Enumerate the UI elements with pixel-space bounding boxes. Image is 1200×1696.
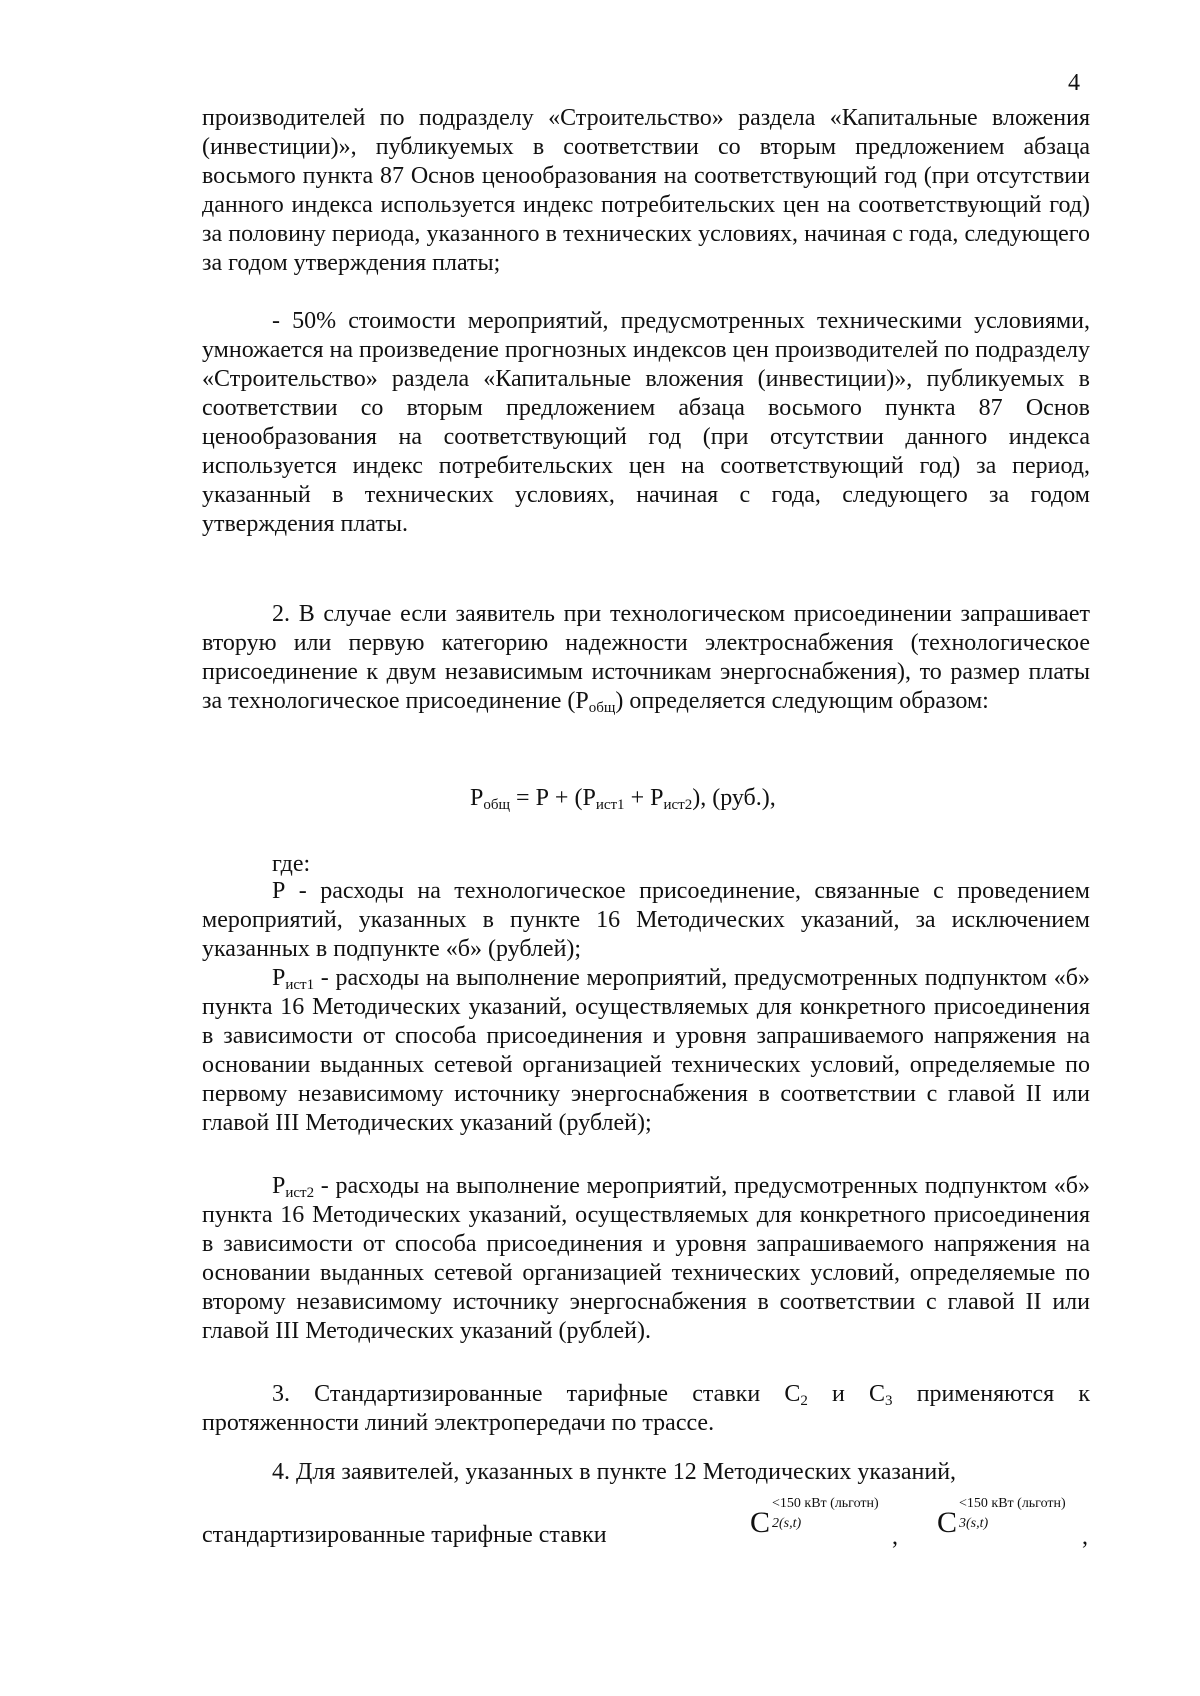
paragraph-item-4: 4. Для заявителей, указанных в пункте 12 Методических указаний, [272, 1459, 957, 1485]
formula-plus: + Р [624, 785, 664, 811]
formula-sub-1: ист1 [595, 797, 625, 813]
formula-tail: ), (руб.), [692, 785, 776, 811]
rate-c3-letter: С [937, 1506, 958, 1539]
rate-c3-comma: , [1082, 1524, 1088, 1550]
formula-lhs: Р [470, 785, 484, 811]
item3-text-c: применяются к протяженности линий электропередачи по трассе. [202, 1381, 1091, 1436]
item3-text-b: и С [807, 1381, 886, 1407]
rate-c3-index: 3(s,t) [959, 1516, 989, 1531]
item3-sub-2: 2 [800, 1393, 808, 1409]
rates-label: стандартизированные тарифные ставки [202, 1522, 607, 1548]
formula-mid: = Р + (Р [510, 785, 596, 811]
item2-end: ) определяется следующим образом: [615, 688, 989, 714]
rates-row [202, 1494, 1090, 1554]
ist1-symbol: Р [272, 965, 286, 991]
where-label: где: [272, 851, 311, 877]
definition-p-ist2 [202, 1172, 1090, 1346]
page-number: 4 [1068, 70, 1080, 96]
ist1-subscript: ист1 [285, 977, 315, 993]
formula [470, 784, 776, 812]
definition-p: Р - расходы на технологическое присоединение, связанные с проведением мероприятий, указанных в пункте 16 Методических указаний, за исключением указанных в подпункте «б» (рублей); [202, 878, 1090, 962]
item2-symbol: Р [575, 688, 589, 714]
formula-sub-2: ист2 [663, 797, 693, 813]
rate-c3-superscript: <150 кВт (льготн) [959, 1496, 1066, 1511]
ist2-symbol: Р [272, 1173, 286, 1199]
item3-text-a: 3. Стандартизированные тарифные ставки С [272, 1381, 801, 1407]
ist1-text: - расходы на выполнение мероприятий, предусмотренных подпунктом «б» пункта 16 Методических указаний, осуществляемых для конкретного присоединения в зависимости от способа присоединения и уровня запрашиваемого напряжения на основании выданных сетевой организацией технических условий, определяемые по первому независимому источнику энергоснабжения в соответствии с главой II или главой III Методических указаний (рублей); [202, 965, 1090, 1136]
rate-c2-superscript: <150 кВт (льготн) [772, 1496, 879, 1511]
definition-p-ist1 [202, 964, 1090, 1138]
item2-subscript: общ [588, 700, 616, 716]
formula-lhs-sub: общ [483, 797, 511, 813]
ist2-text: - расходы на выполнение мероприятий, предусмотренных подпунктом «б» пункта 16 Методических указаний, осуществляемых для конкретного присоединения в зависимости от способа присоединения и уровня запрашиваемого напряжения на основании выданных сетевой организацией технических условий, определяемые по второму независимому источнику энергоснабжения в соответствии с главой II или главой III Методических указаний (рублей). [202, 1173, 1090, 1344]
item2-text: 2. В случае если заявитель при технологическом присоединении запрашивает вторую или первую категорию надежности электроснабжения (технологическое присоединение к двум независимым источникам энергоснабжения), то размер платы за технологическое присоединение ( [202, 601, 1090, 714]
item3-sub-3: 3 [885, 1393, 893, 1409]
rate-c2-letter: С [750, 1506, 771, 1539]
rate-c2-index: 2(s,t) [772, 1516, 802, 1531]
paragraph-continuation: производителей по подразделу «Строительство» раздела «Капитальные вложения (инвестиции)», публикуемых в соответствии со вторым предложением абзаца восьмого пункта 87 Основ ценообразования на соответствующий год (при отсутствии данного индекса используется индекс потребительских цен на соответствующий год) за половину периода, указанного в технических условиях, начиная с года, следующего за годом утверждения платы; [202, 105, 1090, 276]
rate-c2-comma: , [892, 1524, 898, 1550]
paragraph-50-percent: - 50% стоимости мероприятий, предусмотренных техническими условиями, умножается на произведение прогнозных индексов цен производителей по подразделу «Строительство» раздела «Капитальные вложения (инвестиции)», публикуемых в соответствии со вторым предложением абзаца восьмого пункта 87 Основ ценообразования на соответствующий год (при отсутствии данного индекса используется индекс потребительских цен на соответствующий год) за период, указанный в технических условиях, начиная с года, следующего за годом утверждения платы. [202, 308, 1090, 537]
paragraph-item-3 [202, 1380, 1090, 1438]
ist2-subscript: ист2 [285, 1185, 315, 1201]
paragraph-item-2 [202, 600, 1090, 716]
